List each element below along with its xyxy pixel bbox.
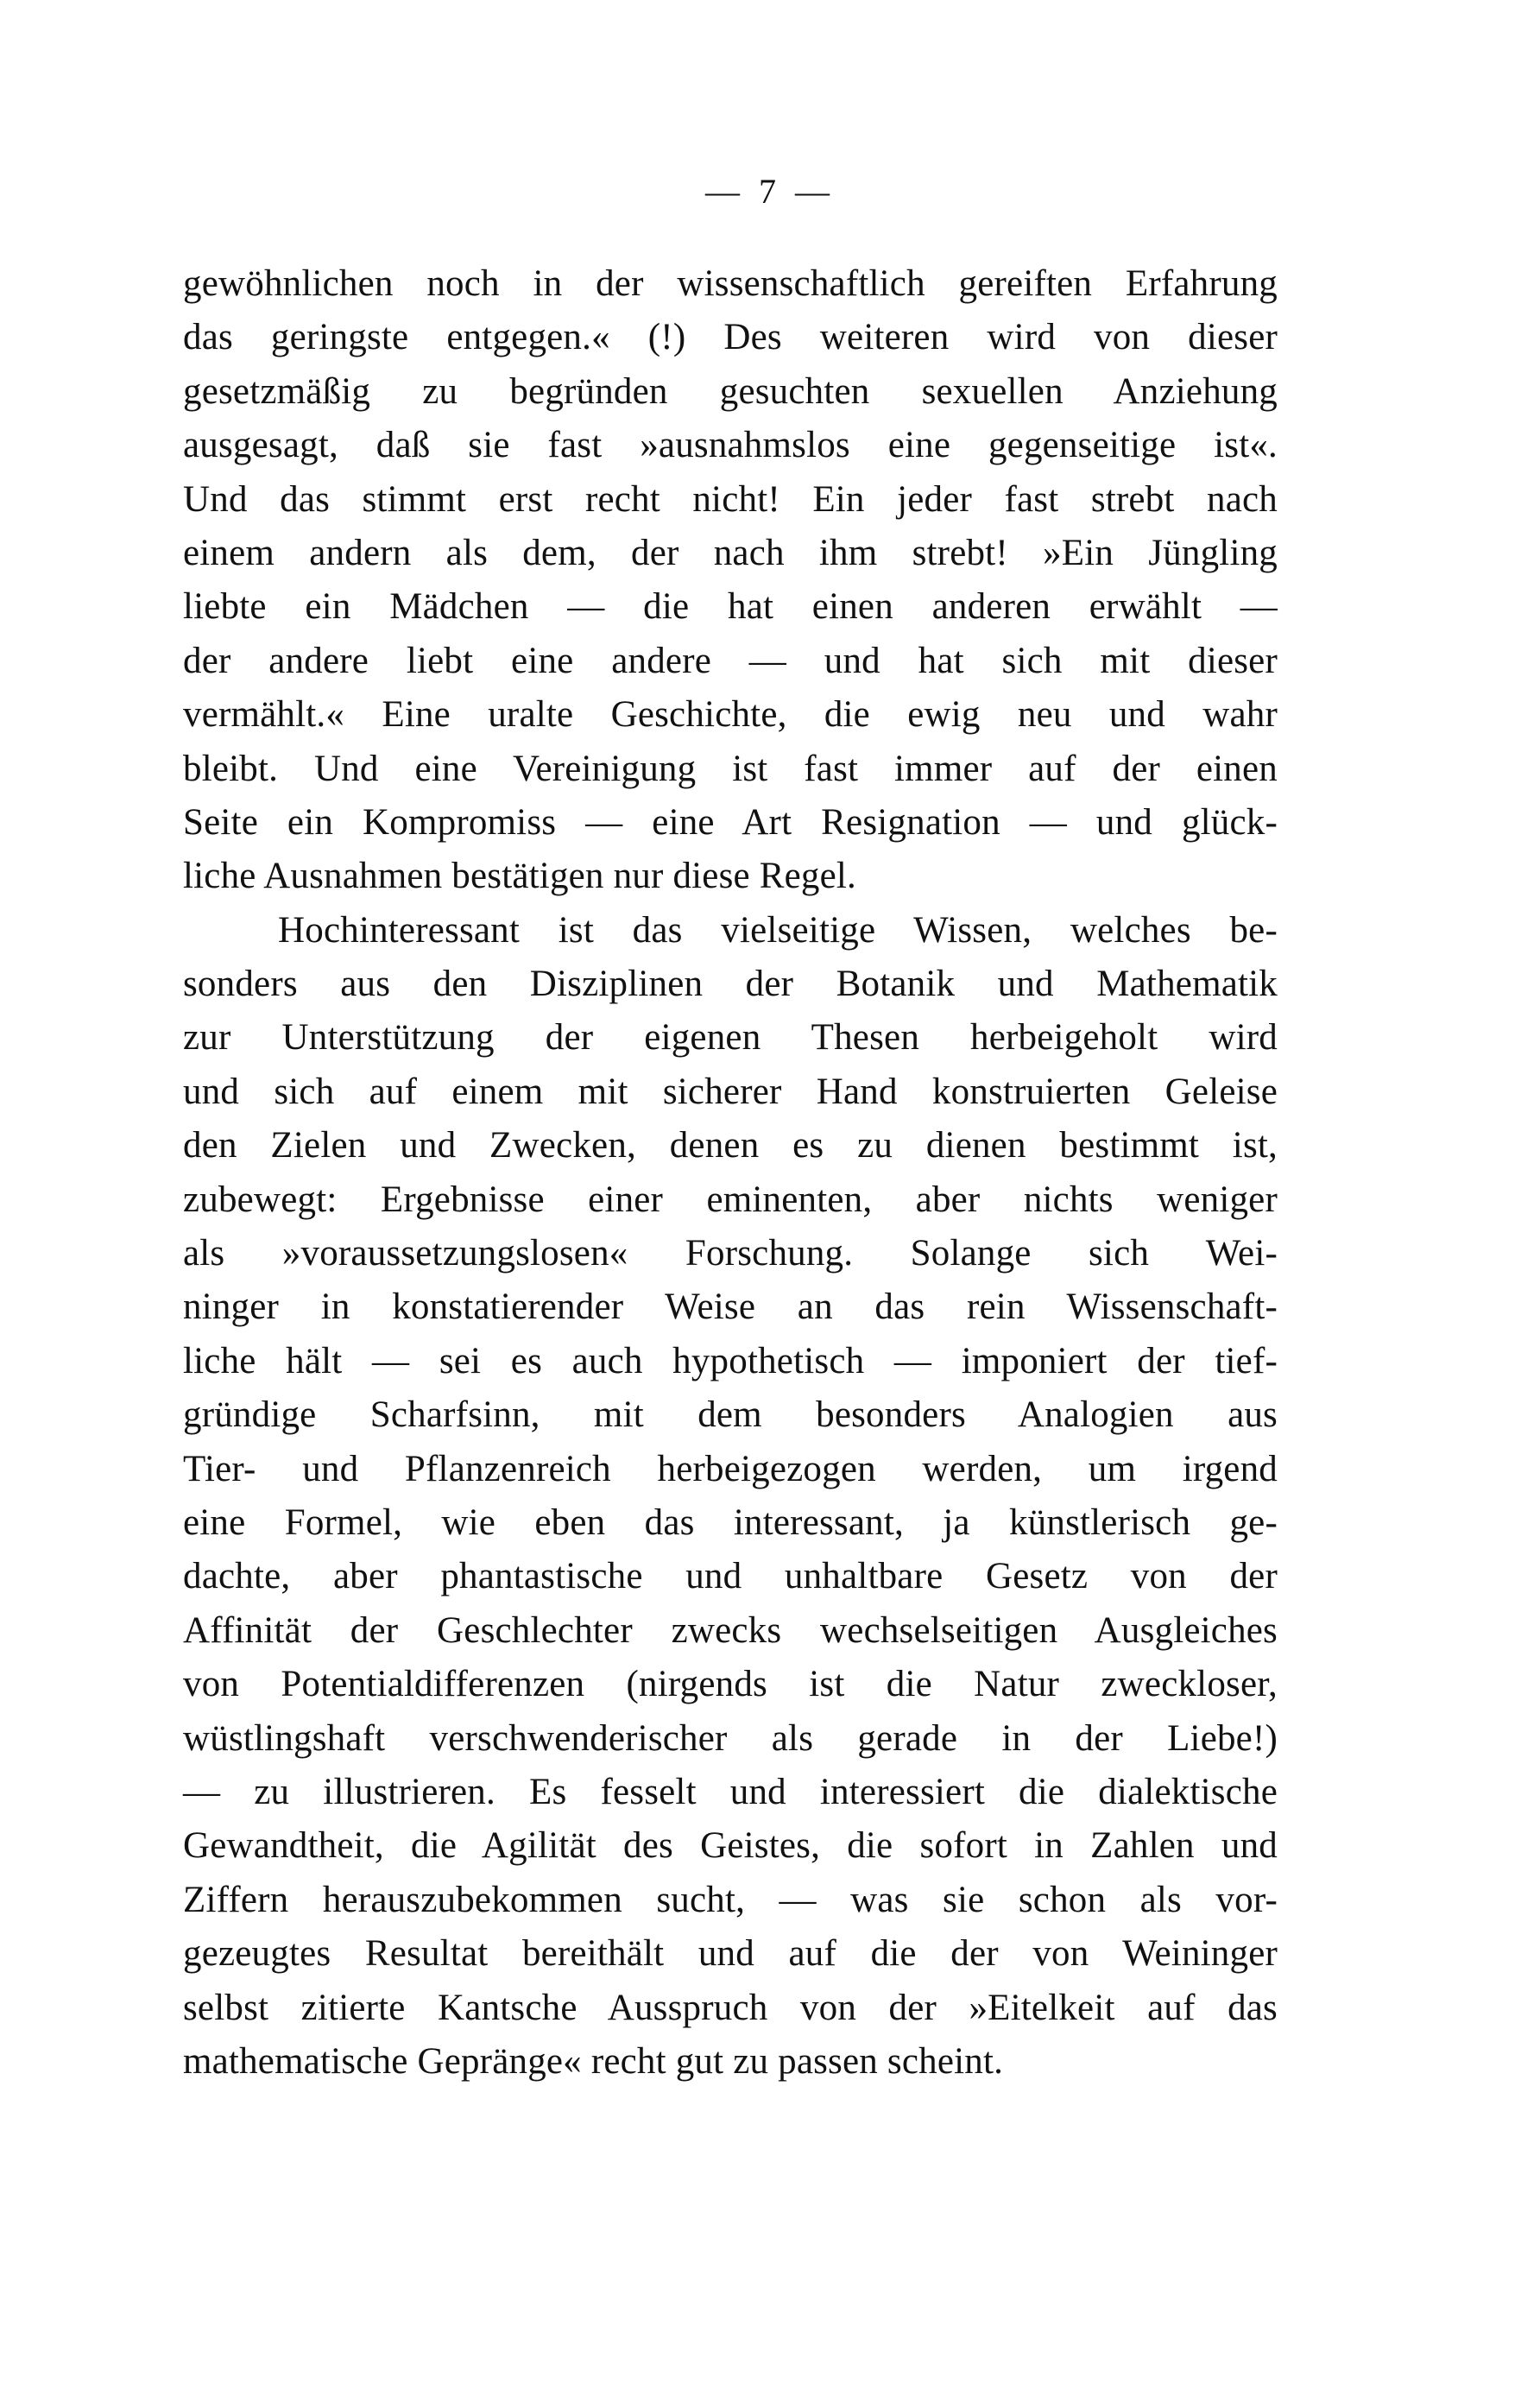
text-line: — zu illustrieren. Es fesselt und interessiert die dialektische <box>183 1771 1278 1812</box>
text-line: das geringste entgegen.« (!) Des weiteren wird von dieser <box>183 317 1278 358</box>
text-line: sonders aus den Disziplinen der Botanik und Mathematik <box>183 964 1278 1005</box>
text-line: ausgesagt, daß sie fast »ausnahmslos eine gegenseitige ist«. <box>183 425 1278 466</box>
text-line: gezeugtes Resultat bereithält und auf die der von Weininger <box>183 1933 1278 1975</box>
text-line: Und das stimmt erst recht nicht! Ein jeder fast strebt nach <box>183 478 1278 520</box>
text-line: zur Unterstützung der eigenen Thesen herbeigeholt wird <box>183 1017 1278 1059</box>
text-line: bleibt. Und eine Vereinigung ist fast immer auf der einen <box>183 748 1278 789</box>
page-number: — 7 — <box>705 172 835 211</box>
text-line: gründige Scharfsinn, mit dem besonders Analogien aus <box>183 1394 1278 1436</box>
text-line: als »voraussetzungslosen« Forschung. Solange sich Wei- <box>183 1233 1278 1274</box>
text-line: den Zielen und Zwecken, denen es zu dienen bestimmt ist, <box>183 1125 1278 1166</box>
text-line: der andere liebt eine andere — und hat sich mit dieser <box>183 640 1278 681</box>
text-line: dachte, aber phantastische und unhaltbare Gesetz von der <box>183 1556 1278 1597</box>
text-line: Affinität der Geschlechter zwecks wechselseitigen Ausgleiches <box>183 1609 1278 1651</box>
paragraph-1 <box>183 257 1278 904</box>
text-line: liebte ein Mädchen — die hat einen anderen erwählt — <box>183 586 1278 628</box>
text-line: Seite ein Kompromiss — eine Art Resignation — und glück- <box>183 801 1278 843</box>
text-line: gewöhnlichen noch in der wissenschaftlich gereiften Erfahrung <box>183 263 1278 304</box>
text-line: ninger in konstatierender Weise an das rein Wissenschaft- <box>183 1287 1278 1328</box>
text-line: zubewegt: Ergebnisse einer eminenten, aber nichts weniger <box>183 1179 1278 1220</box>
text-line: mathematische Gepränge« recht gut zu passen scheint. <box>183 2040 1004 2082</box>
text-line: Ziffern herauszubekommen sucht, — was sie schon als vor- <box>183 1879 1278 1920</box>
paragraph-2 <box>183 904 1278 2089</box>
text-line: wüstlingshaft verschwenderischer als gerade in der Liebe!) <box>183 1717 1278 1759</box>
text-line: vermählt.« Eine uralte Geschichte, die ewig neu und wahr <box>183 694 1278 736</box>
text-line: eine Formel, wie eben das interessant, ja künstlerisch ge- <box>183 1501 1278 1543</box>
text-line: von Potentialdifferenzen (nirgends ist die Natur zweckloser, <box>183 1664 1278 1705</box>
text-line: liche hält — sei es auch hypothetisch — imponiert der tief- <box>183 1340 1278 1381</box>
text-line: Hochinteressant ist das vielseitige Wissen, welches be- <box>278 909 1278 951</box>
text-line: Gewandtheit, die Agilität des Geistes, die sofort in Zahlen und <box>183 1825 1278 1867</box>
text-line: einem andern als dem, der nach ihm strebt! »Ein Jüngling <box>183 532 1278 573</box>
text-line: und sich auf einem mit sicherer Hand konstruierten Geleise <box>183 1071 1278 1112</box>
text-line: liche Ausnahmen bestätigen nur diese Regel. <box>183 856 856 897</box>
text-line: Tier- und Pflanzenreich herbeigezogen werden, um irgend <box>183 1448 1278 1489</box>
text-line: gesetzmäßig zu begründen gesuchten sexuellen Anziehung <box>183 370 1278 412</box>
body-text <box>183 257 1278 2089</box>
text-line: selbst zitierte Kantsche Ausspruch von der »Eitelkeit auf das <box>183 1987 1278 2028</box>
